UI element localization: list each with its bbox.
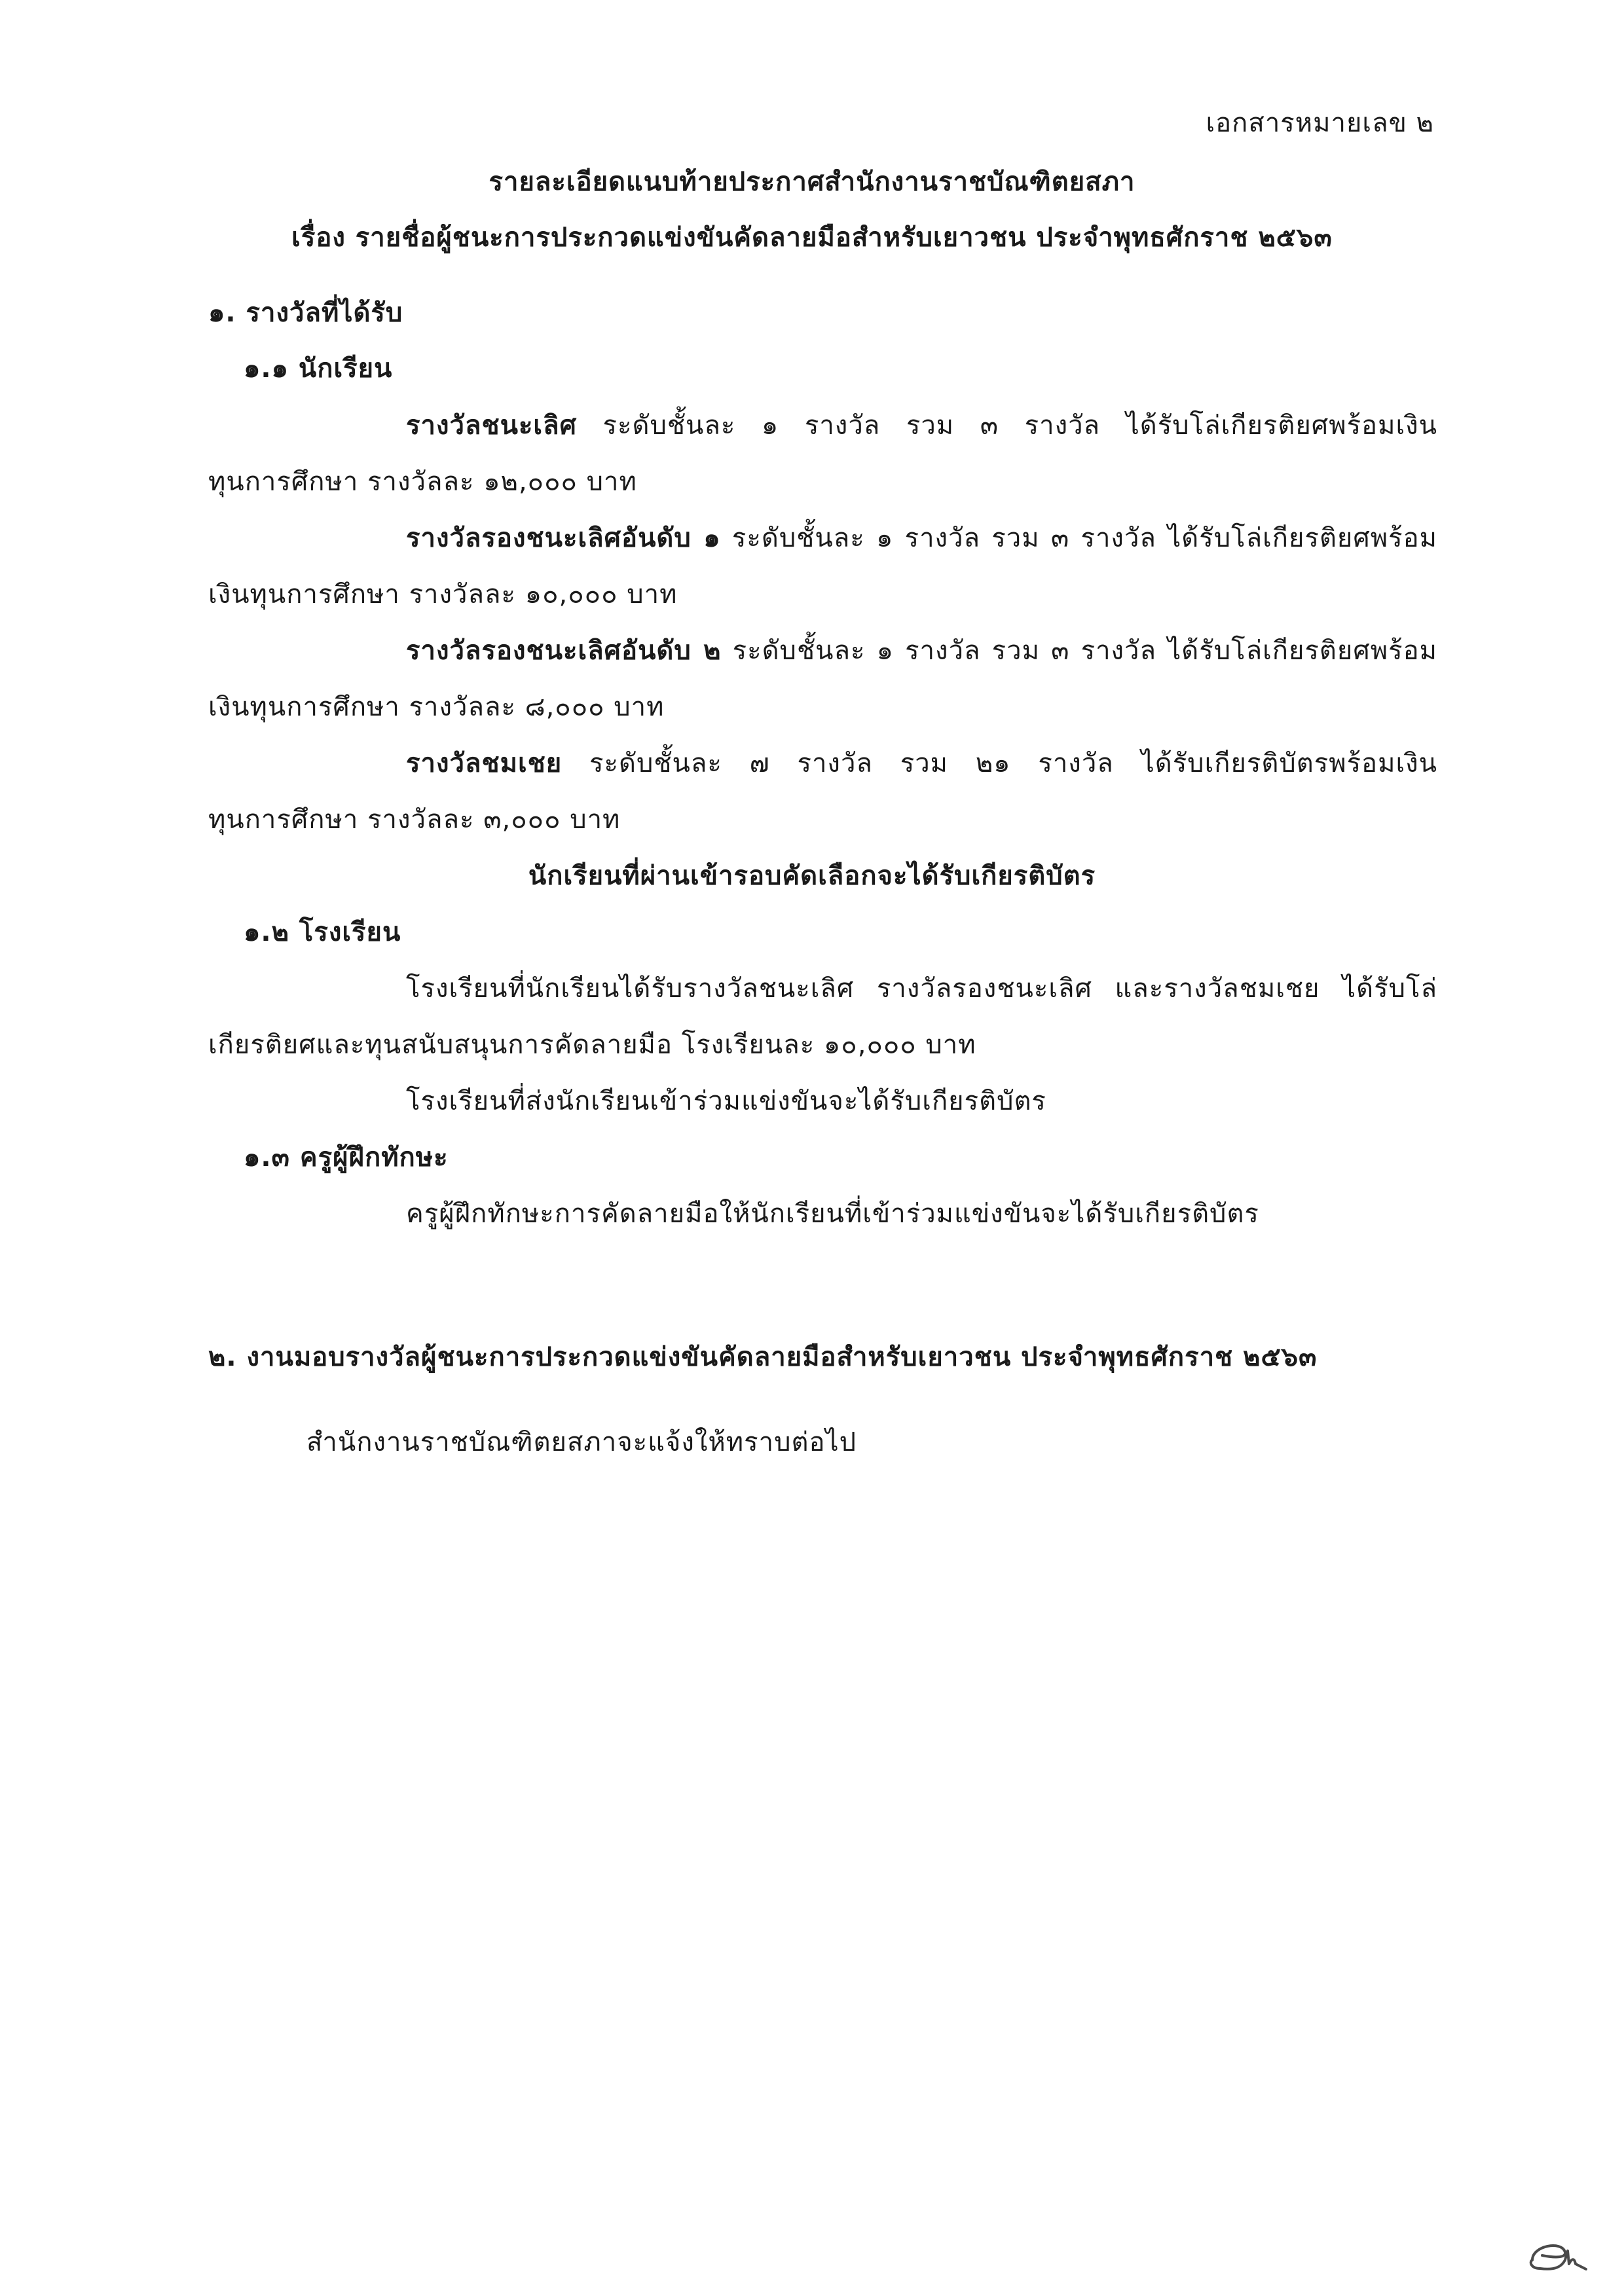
award-honorable-mention-line2: ทุนการศึกษา รางวัลละ ๓,๐๐๐ บาท [208,805,621,835]
award-runner-up-1-line1 [406,520,1437,556]
award-runner-up-2-line1 [406,632,1437,669]
award-name: รางวัลรองชนะเลิศอันดับ ๒ [406,636,722,666]
award-detail: ระดับชั้นละ ๑ รางวัล รวม ๓ รางวัล ได้รับโล่เกียรติยศพร้อมเงิน [577,410,1437,441]
teachers-paragraph: ครูผู้ฝึกทักษะการคัดลายมือให้นักเรียนที่เข้าร่วมแข่งขันจะได้รับเกียรติบัตร [406,1199,1259,1229]
signature-icon [1526,2232,1598,2278]
schools-paragraph-line2: เกียรติยศและทุนสนับสนุนการคัดลายมือ โรงเรียนละ ๑๐,๐๐๐ บาท [208,1030,976,1060]
award-runner-up-2-line2: เงินทุนการศึกษา รางวัลละ ๘,๐๐๐ บาท [208,692,665,722]
document-subject: เรื่อง รายชื่อผู้ชนะการประกวดแข่งขันคัดลายมือสำหรับเยาวชน ประจำพุทธศักราช ๒๕๖๓ [291,223,1333,253]
section-2-paragraph: สำนักงานราชบัณฑิตยสภาจะแจ้งให้ทราบต่อไป [306,1427,857,1457]
award-name: รางวัลรองชนะเลิศอันดับ ๑ [406,523,721,553]
selection-note: นักเรียนที่ผ่านเข้ารอบคัดเลือกจะได้รับเกียรติบัตร [528,861,1096,891]
award-winner-line1 [406,407,1437,444]
award-detail: ระดับชั้นละ ๑ รางวัล รวม ๓ รางวัล ได้รับโล่เกียรติยศพร้อม [721,636,1437,666]
award-runner-up-1-line2: เงินทุนการศึกษา รางวัลละ ๑๐,๐๐๐ บาท [208,579,678,610]
award-name: รางวัลชมเชย [406,748,563,778]
section-1-3-heading: ๑.๓ ครูผู้ฝึกทักษะ [244,1142,449,1173]
section-1-1-heading: ๑.๑ นักเรียน [244,354,393,384]
award-name: รางวัลชนะเลิศ [406,410,577,441]
schools-paragraph-2: โรงเรียนที่ส่งนักเรียนเข้าร่วมแข่งขันจะได้รับเกียรติบัตร [406,1086,1046,1116]
award-detail: ระดับชั้นละ ๑ รางวัล รวม ๓ รางวัล ได้รับโล่เกียรติยศพร้อม [720,523,1437,553]
section-1-2-heading: ๑.๒ โรงเรียน [244,917,401,947]
award-honorable-mention-line1 [406,745,1437,782]
document-number: เอกสารหมายเลข ๒ [1206,108,1434,138]
award-winner-line2: ทุนการศึกษา รางวัลละ ๑๒,๐๐๐ บาท [208,467,637,497]
section-1-heading: ๑. รางวัลที่ได้รับ [208,298,403,328]
award-detail: ระดับชั้นละ ๗ รางวัล รวม ๒๑ รางวัล ได้รับเกียรติบัตรพร้อมเงิน [562,748,1437,778]
document-title: รายละเอียดแนบท้ายประกาศสำนักงานราชบัณฑิตยสภา [489,167,1135,197]
section-2-heading: ๒. งานมอบรางวัลผู้ชนะการประกวดแข่งขันคัดลายมือสำหรับเยาวชน ประจำพุทธศักราช ๒๕๖๓ [208,1342,1318,1372]
schools-paragraph-line1: โรงเรียนที่นักเรียนได้รับรางวัลชนะเลิศ รางวัลรองชนะเลิศ และรางวัลชมเชย ได้รับโล่ [406,974,1437,1004]
